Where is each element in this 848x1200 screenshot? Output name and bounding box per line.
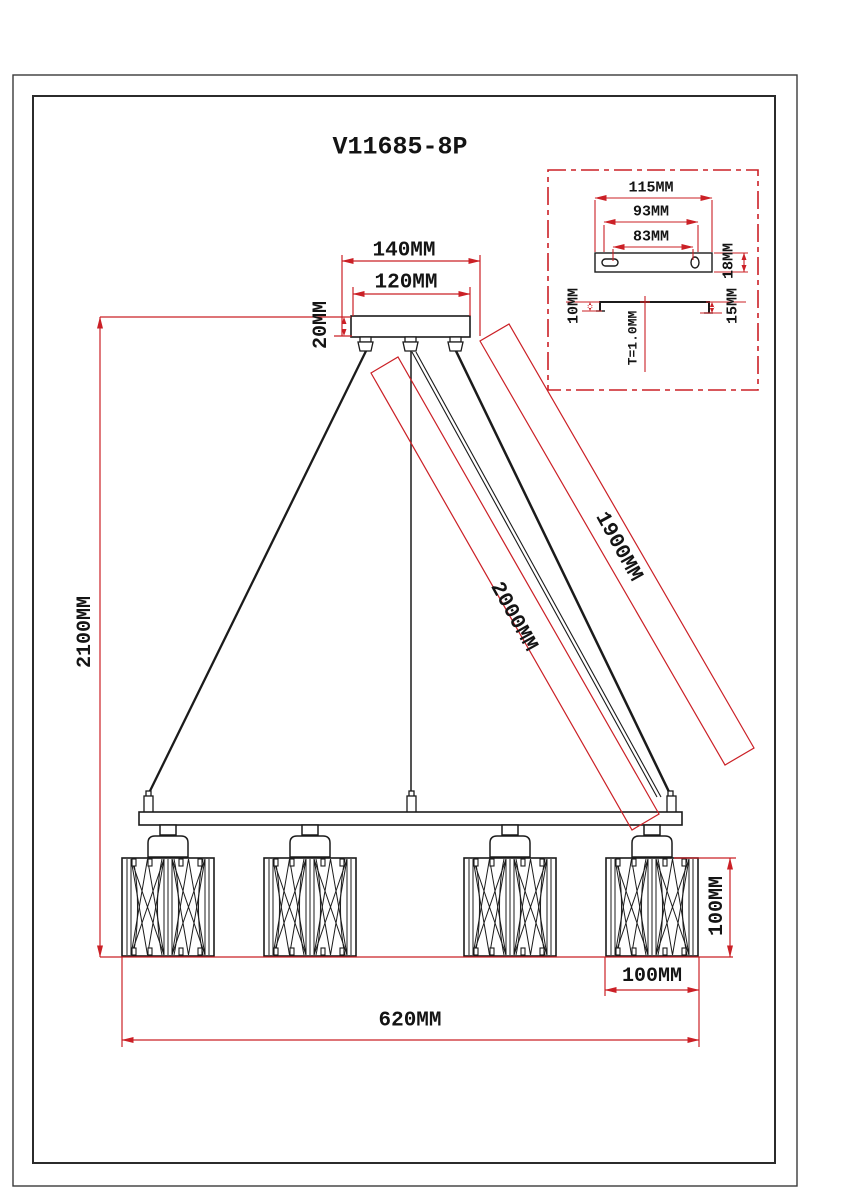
dim-wire-outer-label: 1900MM bbox=[589, 508, 647, 586]
suspension-wires bbox=[148, 351, 671, 797]
inset-plate-depth-label: 18MM bbox=[720, 242, 738, 280]
dim-shade-diameter-label: 100MM bbox=[621, 965, 683, 988]
drawing-title: V11685-8P bbox=[332, 132, 468, 162]
dim-canopy-height-label: 20MM bbox=[310, 300, 333, 350]
canopy bbox=[351, 316, 470, 351]
dim-canopy-outer-width-label: 140MM bbox=[372, 239, 436, 263]
inset-hole-spacing-label: 93MM bbox=[632, 203, 670, 221]
inset-dimensions bbox=[566, 198, 748, 372]
inset-thickness-label: T=1.0MM bbox=[625, 310, 641, 366]
dim-fixture-width-label: 620MM bbox=[378, 1009, 442, 1033]
channel-section bbox=[596, 302, 713, 313]
crystal-shades bbox=[122, 858, 698, 956]
inset-plate-width-label: 115MM bbox=[628, 179, 674, 197]
dim-wire-center-label: 2000MM bbox=[484, 578, 542, 656]
dim-canopy-width-label: 120MM bbox=[374, 271, 438, 295]
inset-slot-spacing-label: 83MM bbox=[632, 228, 670, 246]
dim-overall-drop-label: 2100MM bbox=[74, 595, 97, 669]
dim-shade-height-label: 100MM bbox=[706, 875, 729, 937]
inset-lip-left-label: 10MM bbox=[565, 287, 583, 325]
ring-bar bbox=[139, 791, 682, 825]
inset-lip-right-label: 15MM bbox=[724, 287, 742, 325]
lamp-sockets bbox=[148, 825, 672, 857]
